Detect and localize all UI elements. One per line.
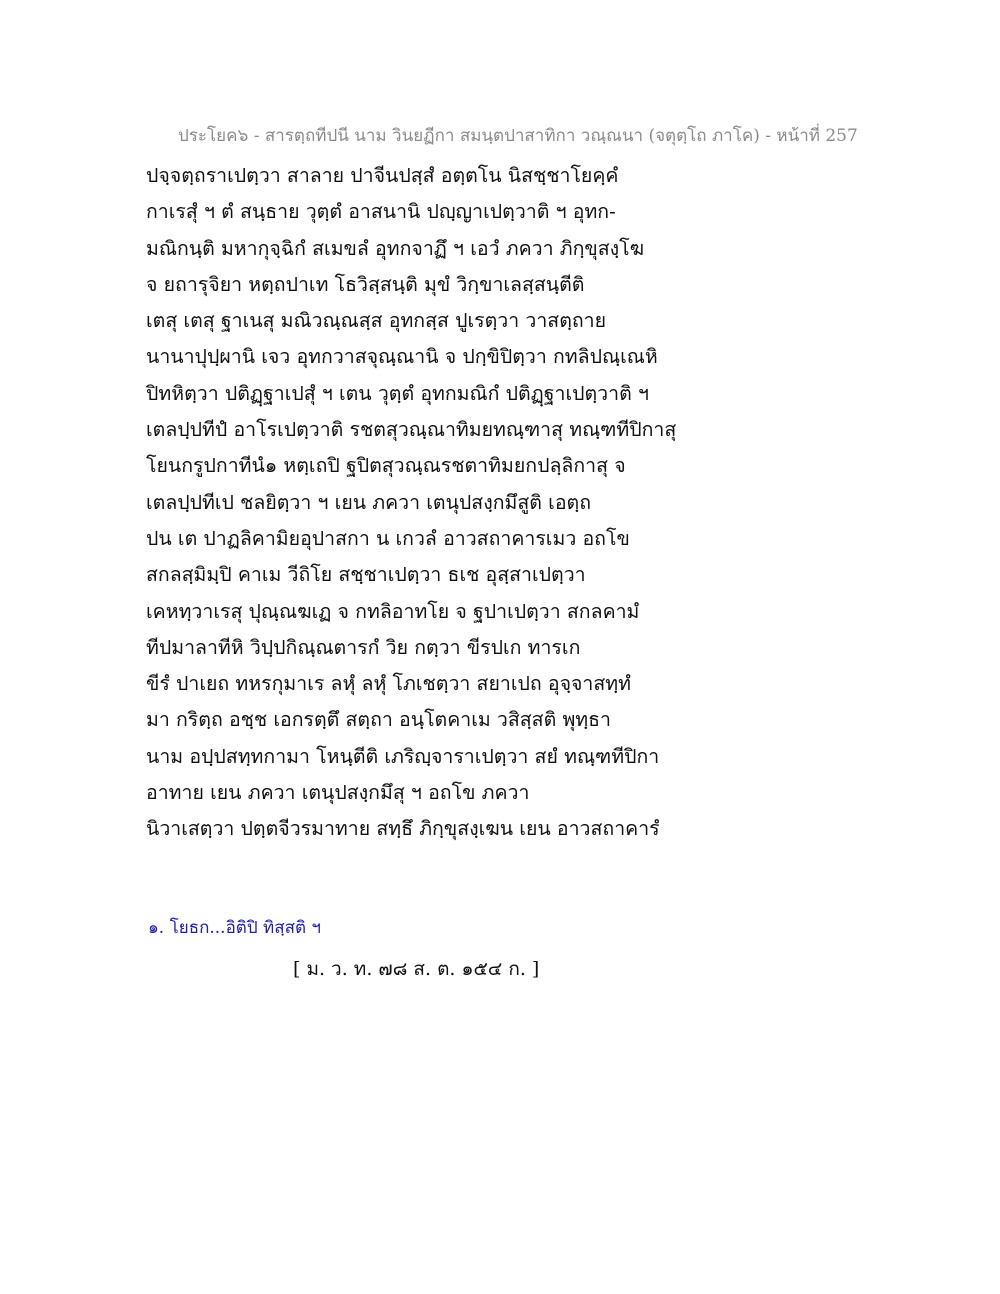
text-line: มา กริตฺถ อชฺช เอกรตฺตึ สตฺถา อนฺโตคาเม วสิสฺสติ พุทฺธา bbox=[146, 708, 612, 732]
page-header: ประโยค๖ - สารตฺถทีปนี นาม วินยฏีกา สมนฺตปาสาทิกา วณฺณนา (จตุตฺโถ ภาโค) - หน้าที่ 257 bbox=[178, 126, 858, 146]
text-line: กาเรสุํ ฯ ตํ สนฺธาย วุตฺตํ อาสนานิ ปญฺญาเปตฺวาติ ฯ อุทก- bbox=[146, 200, 616, 224]
text-line: จ ยถารุจิยา หตฺถปาเท โธวิสฺสนฺติ มุขํ วิกฺขาเลสฺสนฺตีติ bbox=[146, 272, 585, 296]
page-reference: [ ม. ว. ท. ๗๘ ส. ต. ๑๕๔ ก. ] bbox=[293, 958, 540, 980]
footnote: ๑. โยธก...อิติปิ ทิสฺสติ ฯ bbox=[148, 918, 321, 938]
text-line: ขีรํ ปาเยถ ทหรกุมาเร ลหุํ ลหุํ โภเชตฺวา สยาเปถ อุจฺจาสทฺทํ bbox=[146, 672, 631, 696]
body-text bbox=[146, 158, 846, 848]
text-line: นานาปุปฺผานิ เจว อุทกวาสจุณฺณานิ จ ปกฺขิปิตฺวา กทลิปณฺเณหิ bbox=[146, 345, 658, 369]
text-line: สกลสฺมิมฺปิ คาเม วีถิโย สชฺชาเปตฺวา ธเช อุสฺสาเปตฺวา bbox=[146, 563, 586, 587]
text-line: เตสุ เตสุ ฐาเนสุ มณิวณฺณสฺส อุทกสฺส ปูเรตฺวา วาสตฺถาย bbox=[146, 309, 607, 333]
text-line: โยนกรูปกาทีนํ๑ หตฺเถปิ ฐปิตสุวณฺณรชตาทิมยกปลฺลิกาสุ จ bbox=[146, 454, 626, 478]
text-line: มณิกนฺติ มหากุจฺฉิกํ สเมขลํ อุทกจาฏึ ฯ เอวํ ภควา ภิกฺขุสงฺโฆ bbox=[146, 236, 645, 260]
text-line: เตลปฺปทีปํ อาโรเปตฺวาติ รชตสุวณฺณาทิมยทณฺฑาสุ ทณฺฑทีปิกาสุ bbox=[146, 418, 677, 442]
text-line: เตลปฺปทีเป ชลยิตฺวา ฯ เยน ภควา เตนุปสงฺกมึสูติ เอตฺถ bbox=[146, 490, 591, 514]
text-line: ปจฺจตฺถราเปตฺวา สาลาย ปาจีนปสฺสํ อตฺตโน นิสชฺชาโยคฺคํ bbox=[146, 164, 619, 187]
text-line: ปิทหิตฺวา ปติฏฺฐาเปสุํ ฯ เตน วุตฺตํ อุทกมณิกํ ปติฏฺฐาเปตฺวาติ ฯ bbox=[146, 381, 649, 405]
text-line: ปน เต ปาฏลิคามิยอุปาสกา น เกวลํ อาวสถาคารเมว อถโข bbox=[146, 526, 630, 550]
text-line: อาทาย เยน ภควา เตนุปสงฺกมึสุ ฯ อถโข ภควา bbox=[146, 781, 530, 805]
text-line: ทีปมาลาทีหิ วิปฺปกิณฺณตารกํ วิย กตฺวา ขีรปเก ทารเก bbox=[146, 635, 581, 659]
text-line: นิวาเสตฺวา ปตฺตจีวรมาทาย สทฺธึ ภิกฺขุสงฺเฆน เยน อาวสถาคารํ bbox=[146, 817, 660, 841]
text-line: นาม อปฺปสทฺทกามา โหนฺตีติ เภริญฺจาราเปตฺวา สยํ ทณฺฑทีปิกา bbox=[146, 744, 660, 768]
text-line: เคหทฺวาเรสุ ปุณฺณฆเฏ จ กทลิอาทโย จ ฐปาเปตฺวา สกลคามํ bbox=[146, 599, 640, 623]
